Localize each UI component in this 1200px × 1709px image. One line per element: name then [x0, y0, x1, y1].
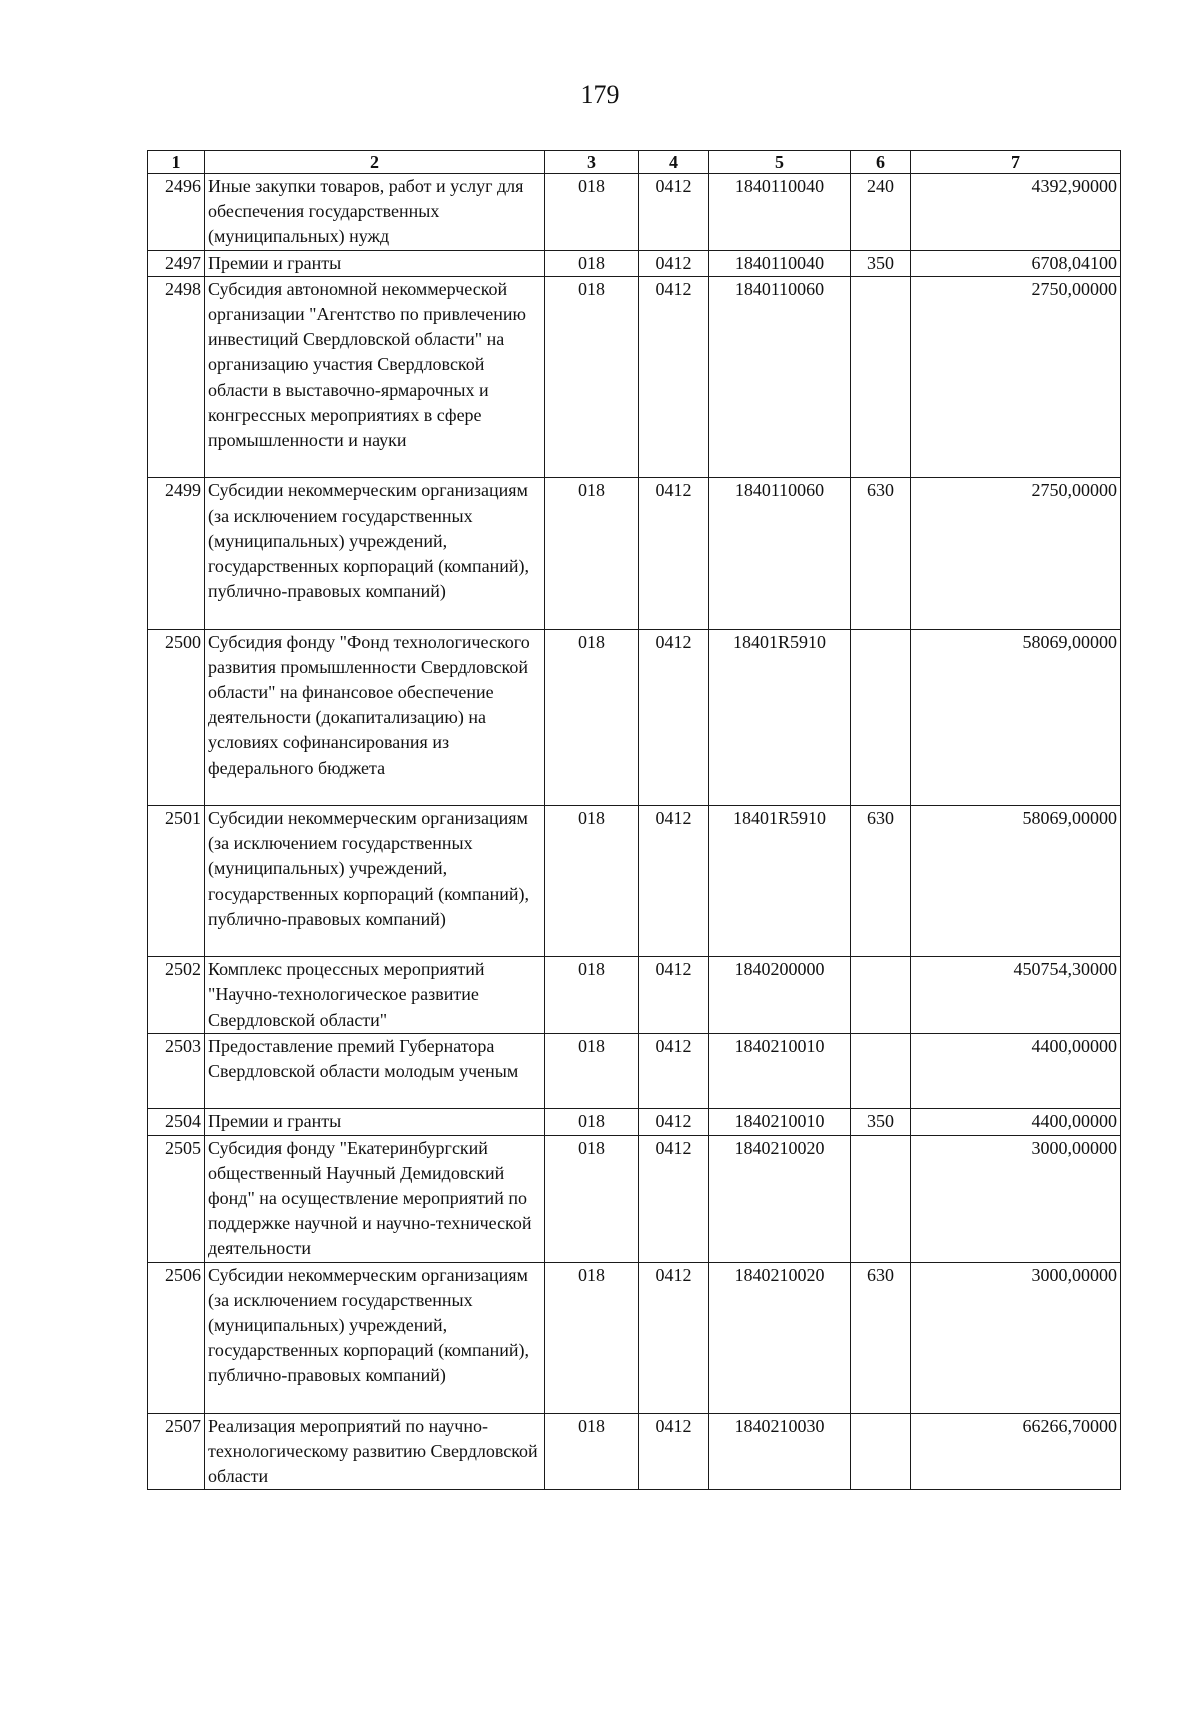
row-expense-type: 240 — [851, 174, 911, 251]
row-section-code: 0412 — [639, 805, 709, 956]
row-amount: 58069,00000 — [911, 629, 1121, 805]
row-section-code: 0412 — [639, 250, 709, 276]
row-amount: 66266,70000 — [911, 1413, 1121, 1490]
row-expense-type: 630 — [851, 805, 911, 956]
row-number: 2505 — [148, 1135, 205, 1262]
row-name: Иные закупки товаров, работ и услуг для обеспечения государственных (муниципальных) нужд — [205, 174, 545, 251]
row-section-code: 0412 — [639, 1109, 709, 1135]
row-section-code: 0412 — [639, 174, 709, 251]
row-target-code: 1840110040 — [709, 250, 851, 276]
column-header: 3 — [545, 151, 639, 174]
row-name: Субсидия фонду "Фонд технологического развития промышленности Свердловской области" на финансовое обеспечение деятельности (докапитализацию) на условиях софинансирования из федерального бюджета — [205, 629, 545, 805]
row-ministry-code: 018 — [545, 1135, 639, 1262]
row-ministry-code: 018 — [545, 1033, 639, 1109]
table-row — [148, 478, 1121, 629]
row-amount: 450754,30000 — [911, 957, 1121, 1034]
row-ministry-code: 018 — [545, 1413, 639, 1490]
table-row — [148, 629, 1121, 805]
row-expense-type: 630 — [851, 1262, 911, 1413]
row-ministry-code: 018 — [545, 805, 639, 956]
row-section-code: 0412 — [639, 1262, 709, 1413]
row-ministry-code: 018 — [545, 1109, 639, 1135]
table-body — [148, 174, 1121, 1490]
row-number: 2500 — [148, 629, 205, 805]
row-expense-type — [851, 1135, 911, 1262]
page-number: 179 — [580, 80, 620, 109]
table-row — [148, 957, 1121, 1034]
row-number: 2503 — [148, 1033, 205, 1109]
row-target-code: 18401R5910 — [709, 805, 851, 956]
row-number: 2507 — [148, 1413, 205, 1490]
row-name: Премии и гранты — [205, 1109, 545, 1135]
row-name: Субсидии некоммерческим организациям (за исключением государственных (муниципальных) учреждений, государственных корпораций (компаний), публично-правовых компаний) — [205, 805, 545, 956]
row-amount: 58069,00000 — [911, 805, 1121, 956]
table-row — [148, 1033, 1121, 1109]
row-expense-type — [851, 276, 911, 478]
row-target-code: 1840210030 — [709, 1413, 851, 1490]
table-row — [148, 805, 1121, 956]
row-name: Субсидии некоммерческим организациям (за исключением государственных (муниципальных) учреждений, государственных корпораций (компаний), публично-правовых компаний) — [205, 1262, 545, 1413]
row-target-code: 18401R5910 — [709, 629, 851, 805]
column-header: 4 — [639, 151, 709, 174]
row-name: Субсидии некоммерческим организациям (за исключением государственных (муниципальных) учреждений, государственных корпораций (компаний), публично-правовых компаний) — [205, 478, 545, 629]
row-target-code: 1840210010 — [709, 1109, 851, 1135]
row-amount: 4400,00000 — [911, 1033, 1121, 1109]
row-target-code: 1840110040 — [709, 174, 851, 251]
row-name: Субсидия фонду "Екатеринбургский общественный Научный Демидовский фонд" на осуществление мероприятий по поддержке научной и научно-технической деятельности — [205, 1135, 545, 1262]
row-expense-type — [851, 1033, 911, 1109]
row-ministry-code: 018 — [545, 629, 639, 805]
row-target-code: 1840210020 — [709, 1135, 851, 1262]
row-name: Предоставление премий Губернатора Свердловской области молодым ученым — [205, 1033, 545, 1109]
table-row — [148, 174, 1121, 251]
row-number: 2501 — [148, 805, 205, 956]
row-amount: 3000,00000 — [911, 1135, 1121, 1262]
row-amount: 6708,04100 — [911, 250, 1121, 276]
row-number: 2502 — [148, 957, 205, 1034]
row-section-code: 0412 — [639, 1413, 709, 1490]
row-name: Субсидия автономной некоммерческой организации "Агентство по привлечению инвестиций Свердловской области" на организацию участия Свердловской области в выставочно-ярмарочных и конгрессных мероприятиях в сфере промышленности и науки — [205, 276, 545, 478]
column-header: 2 — [205, 151, 545, 174]
row-target-code: 1840110060 — [709, 276, 851, 478]
row-ministry-code: 018 — [545, 174, 639, 251]
row-amount: 2750,00000 — [911, 276, 1121, 478]
row-ministry-code: 018 — [545, 1262, 639, 1413]
row-number: 2498 — [148, 276, 205, 478]
row-target-code: 1840110060 — [709, 478, 851, 629]
row-amount: 4400,00000 — [911, 1109, 1121, 1135]
row-expense-type — [851, 957, 911, 1034]
row-ministry-code: 018 — [545, 478, 639, 629]
row-name: Комплекс процессных мероприятий "Научно-технологическое развитие Свердловской области" — [205, 957, 545, 1034]
table-row — [148, 276, 1121, 478]
table-row — [148, 1109, 1121, 1135]
row-amount: 4392,90000 — [911, 174, 1121, 251]
row-number: 2496 — [148, 174, 205, 251]
row-number: 2504 — [148, 1109, 205, 1135]
row-section-code: 0412 — [639, 629, 709, 805]
column-header: 7 — [911, 151, 1121, 174]
row-amount: 3000,00000 — [911, 1262, 1121, 1413]
row-ministry-code: 018 — [545, 250, 639, 276]
row-expense-type: 350 — [851, 250, 911, 276]
row-section-code: 0412 — [639, 276, 709, 478]
row-name: Реализация мероприятий по научно-технологическому развитию Свердловской области — [205, 1413, 545, 1490]
row-expense-type — [851, 629, 911, 805]
row-section-code: 0412 — [639, 1033, 709, 1109]
row-number: 2506 — [148, 1262, 205, 1413]
row-ministry-code: 018 — [545, 276, 639, 478]
row-section-code: 0412 — [639, 478, 709, 629]
table-row — [148, 1135, 1121, 1262]
table-row — [148, 250, 1121, 276]
row-name: Премии и гранты — [205, 250, 545, 276]
row-expense-type: 350 — [851, 1109, 911, 1135]
row-target-code: 1840210020 — [709, 1262, 851, 1413]
row-section-code: 0412 — [639, 1135, 709, 1262]
column-header: 5 — [709, 151, 851, 174]
row-target-code: 1840200000 — [709, 957, 851, 1034]
header-row — [148, 151, 1121, 174]
row-number: 2497 — [148, 250, 205, 276]
table-row — [148, 1413, 1121, 1490]
budget-table — [147, 150, 1121, 1490]
row-section-code: 0412 — [639, 957, 709, 1034]
row-amount: 2750,00000 — [911, 478, 1121, 629]
column-header: 1 — [148, 151, 205, 174]
row-expense-type — [851, 1413, 911, 1490]
column-header: 6 — [851, 151, 911, 174]
row-expense-type: 630 — [851, 478, 911, 629]
row-number: 2499 — [148, 478, 205, 629]
row-target-code: 1840210010 — [709, 1033, 851, 1109]
table-row — [148, 1262, 1121, 1413]
row-ministry-code: 018 — [545, 957, 639, 1034]
